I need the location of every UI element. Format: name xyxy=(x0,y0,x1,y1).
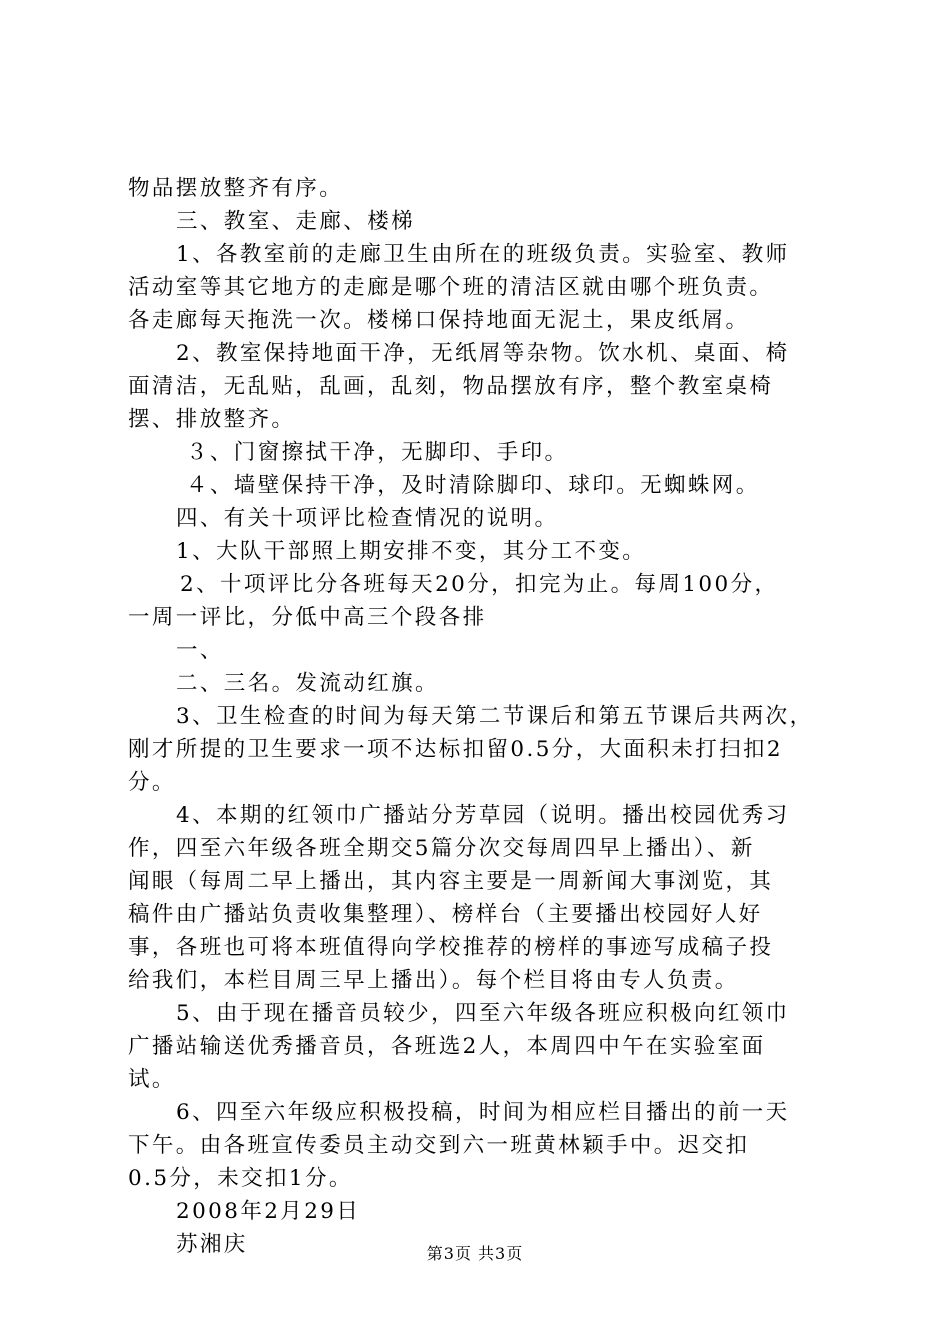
text-line: ４、墙壁保持干净，及时清除脚印、球印。无蜘蛛网。 xyxy=(186,473,760,498)
text-line: 2、十项评比分各班每天20分，扣完为止。每周100分， xyxy=(180,572,779,597)
text-line: 一、 xyxy=(176,638,224,663)
text-line: 0.5分，未交扣1分。 xyxy=(128,1166,353,1191)
text-line: 各走廊每天拖洗一次。楼梯口保持地面无泥土，果皮纸屑。 xyxy=(128,308,750,333)
text-line: 分。 xyxy=(128,770,176,795)
text-line: 试。 xyxy=(128,1067,176,1092)
text-line: ３、门窗擦拭干净，无脚印、手印。 xyxy=(186,440,569,465)
text-line: 物品摆放整齐有序。 xyxy=(128,176,344,201)
document-date: 2008年2月29日 xyxy=(176,1199,361,1224)
text-line: 二、三名。发流动红旗。 xyxy=(176,671,439,696)
section-heading: 四、有关十项评比检查情况的说明。 xyxy=(176,506,559,531)
text-line: 面清洁，无乱贴，乱画，乱刻，物品摆放有序，整个教室桌椅 xyxy=(128,374,774,399)
text-line: 下午。由各班宣传委员主动交到六一班黄林颖手中。迟交扣 xyxy=(128,1133,750,1158)
text-line: 广播站输送优秀播音员，各班选2人，本周四中午在实验室面 xyxy=(128,1034,766,1059)
text-line: 5、由于现在播音员较少，四至六年级各班应积极向红领巾 xyxy=(176,1001,790,1026)
text-line: 4、本期的红领巾广播站分芳草园（说明。播出校园优秀习 xyxy=(176,803,790,828)
text-line: 作，四至六年级各班全期交5篇分次交每周四早上播出）、新 xyxy=(128,836,755,861)
text-line: 2、教室保持地面干净，无纸屑等杂物。饮水机、桌面、椅 xyxy=(176,341,790,366)
text-line: 事，各班也可将本班值得向学校推荐的榜样的事迹写成稿子投 xyxy=(128,935,774,960)
document-body xyxy=(128,172,833,1261)
page-number-footer: 第3页 共3页 xyxy=(426,1244,524,1263)
text-line: 活动室等其它地方的走廊是哪个班的清洁区就由哪个班负责。 xyxy=(128,275,774,300)
text-line: 3、卫生检查的时间为每天第二节课后和第五节课后共两次， xyxy=(176,704,814,729)
text-line: 6、四至六年级应积极投稿，时间为相应栏目播出的前一天 xyxy=(176,1100,790,1125)
section-heading: 三、教室、走廊、楼梯 xyxy=(176,209,416,234)
text-line: 闻眼（每周二早上播出，其内容主要是一周新闻大事浏览，其 xyxy=(128,869,774,894)
text-line: 摆、排放整齐。 xyxy=(128,407,296,432)
text-line: 1、各教室前的走廊卫生由所在的班级负责。实验室、教师 xyxy=(176,242,790,267)
text-line: 1、大队干部照上期安排不变，其分工不变。 xyxy=(176,539,647,564)
text-line: 刚才所提的卫生要求一项不达标扣留0.5分，大面积未打扫扣2 xyxy=(128,737,783,762)
text-line: 一周一评比，分低中高三个段各排 xyxy=(128,605,487,630)
text-line: 稿件由广播站负责收集整理）、榜样台（主要播出校园好人好 xyxy=(128,902,763,927)
text-line: 给我们，本栏目周三早上播出）。每个栏目将由专人负责。 xyxy=(128,968,739,993)
document-author: 苏湘庆 xyxy=(176,1232,248,1257)
